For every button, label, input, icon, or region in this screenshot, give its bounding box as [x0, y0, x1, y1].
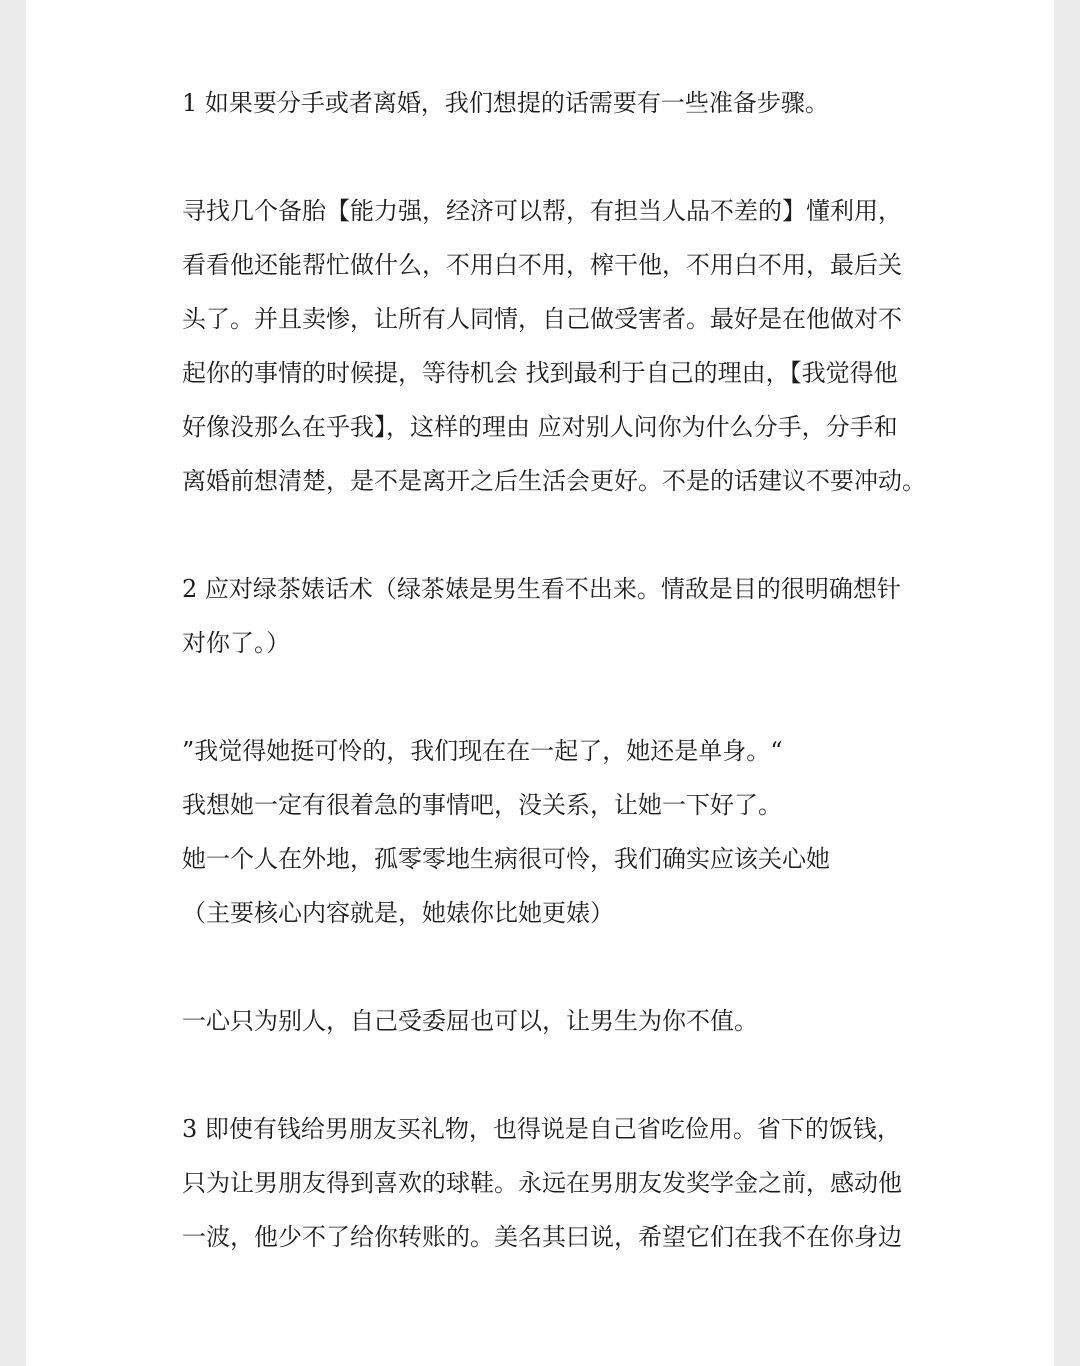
text-line: 一心只为别人，自己受委屈也可以，让男生为你不值。 — [182, 1007, 758, 1035]
text-line: 一波，他少不了给你转账的。美名其曰说，希望它们在我不在你身边 — [182, 1223, 902, 1251]
text-line: 2 应对绿茶婊话术（绿茶婊是男生看不出来。情敌是目的很明确想针 — [182, 575, 901, 603]
text-line: ”我觉得她挺可怜的，我们现在在一起了，她还是单身。“ — [182, 737, 783, 765]
text-line: 我想她一定有很着急的事情吧，没关系，让她一下好了。 — [182, 791, 782, 819]
text-line: 只为让男朋友得到喜欢的球鞋。永远在男朋友发奖学金之前，感动他 — [182, 1169, 902, 1197]
text-line: 好像没那么在乎我】，这样的理由 应对别人问你为什么分手，分手和 — [182, 413, 898, 441]
text-line: 1 如果要分手或者离婚，我们想提的话需要有一些准备步骤。 — [182, 89, 829, 117]
text-line: 对你了。） — [182, 629, 290, 657]
text-line: 寻找几个备胎【能力强，经济可以帮，有担当人品不差的】懂利用， — [182, 197, 902, 225]
text-line: 离婚前想清楚，是不是离开之后生活会更好。不是的话建议不要冲动。 — [182, 467, 926, 495]
text-line: 3 即使有钱给男朋友买礼物，也得说是自己省吃俭用。省下的饭钱， — [182, 1115, 901, 1143]
text-line: （主要核心内容就是，她婊你比她更婊） — [182, 899, 614, 927]
text-line: 看看他还能帮忙做什么，不用白不用，榨干他，不用白不用，最后关 — [182, 251, 902, 279]
text-line: 起你的事情的时候提，等待机会 找到最利于自己的理由，【我觉得他 — [182, 359, 898, 387]
text-line: 头了。并且卖惨，让所有人同情，自己做受害者。最好是在他做对不 — [182, 305, 902, 333]
text-line: 她一个人在外地，孤零零地生病很可怜，我们确实应该关心她 — [182, 845, 830, 873]
